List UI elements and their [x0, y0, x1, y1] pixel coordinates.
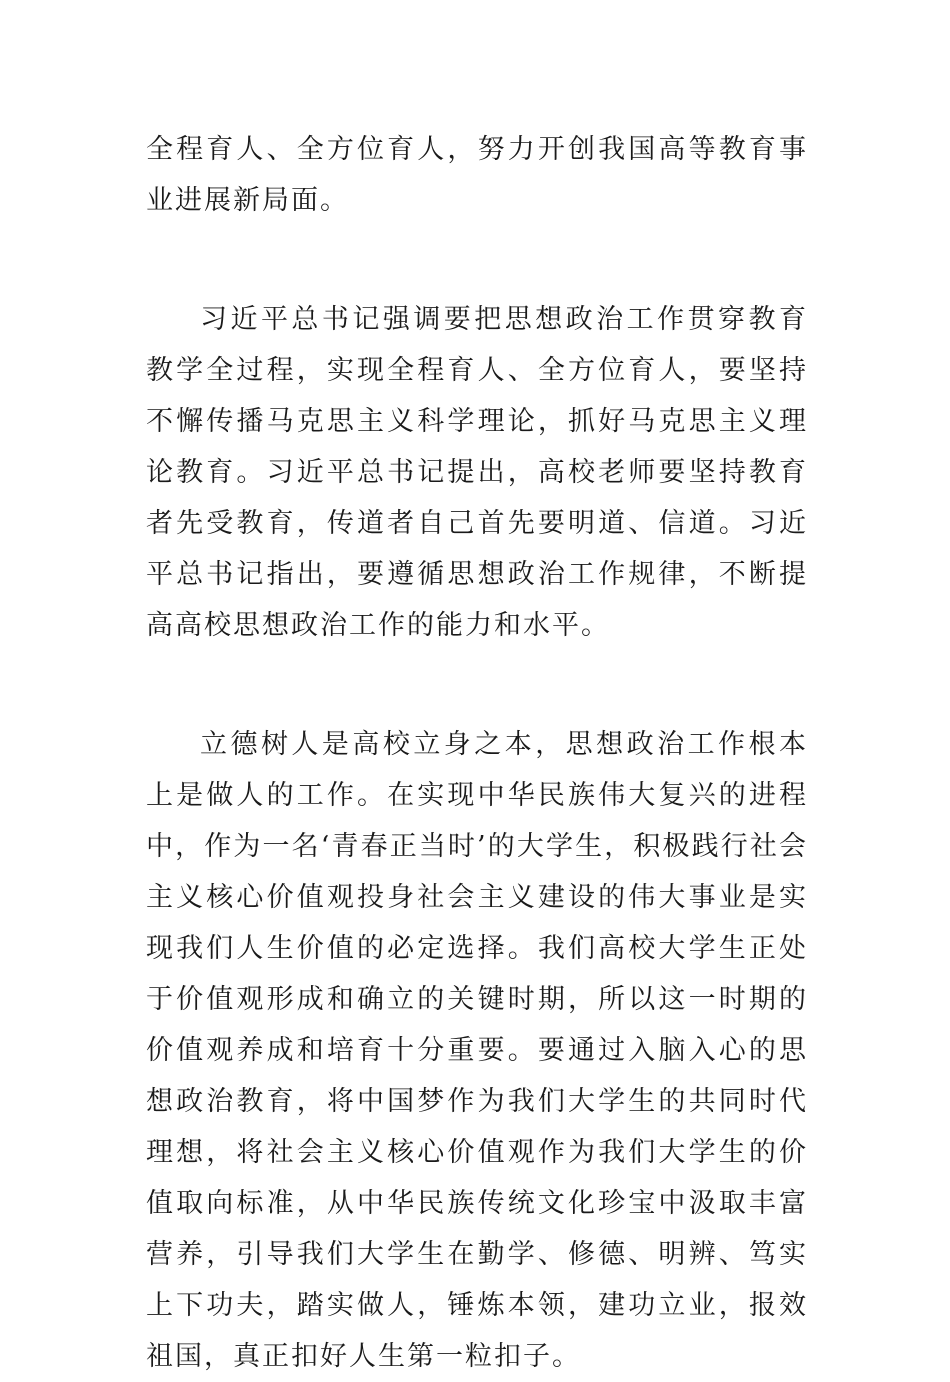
paragraph-moral-education: 立德树人是高校立身之本，思想政治工作根本上是做人的工作。在实现中华民族伟大复兴的进程中，作为一名‘青春正当时’的大学生，积极践行社会主义核心价值观投身社会主义建设的伟大事业是实现我们人生价值的必定选择。我们高校大学生正处于价值观形成和确立的关键时期，所以这一时期的价值观养成和培育十分重要。要通过入脑入心的思想政治教育，将中国梦作为我们大学生的共同时代理想，将社会主义核心价值观作为我们大学生的价值取向标准，从中华民族传统文化珍宝中汲取丰富营养，引导我们大学生在勤学、修德、明辨、笃实上下功夫，踏实做人，锤炼本领，建功立业，报效祖国，真正扣好人生第一粒扣子。: [146, 729, 808, 1372]
paragraph-spacer: [146, 226, 808, 294]
paragraph-xi-emphasis: 习近平总书记强调要把思想政治工作贯穿教育教学全过程，实现全程育人、全方位育人，要坚持不懈传播马克思主义科学理论，抓好马克思主义理论教育。习近平总书记提出，高校老师要坚持教育者先受教育，传道者自己首先要明道、信道。习近平总书记指出，要遵循思想政治工作规律，不断提高高校思想政治工作的能力和水平。: [146, 304, 808, 641]
paragraph-continuation: 全程育人、全方位育人，努力开创我国高等教育事业进展新局面。: [146, 134, 808, 216]
document-body: [146, 124, 808, 1382]
paragraph-spacer: [146, 651, 808, 719]
